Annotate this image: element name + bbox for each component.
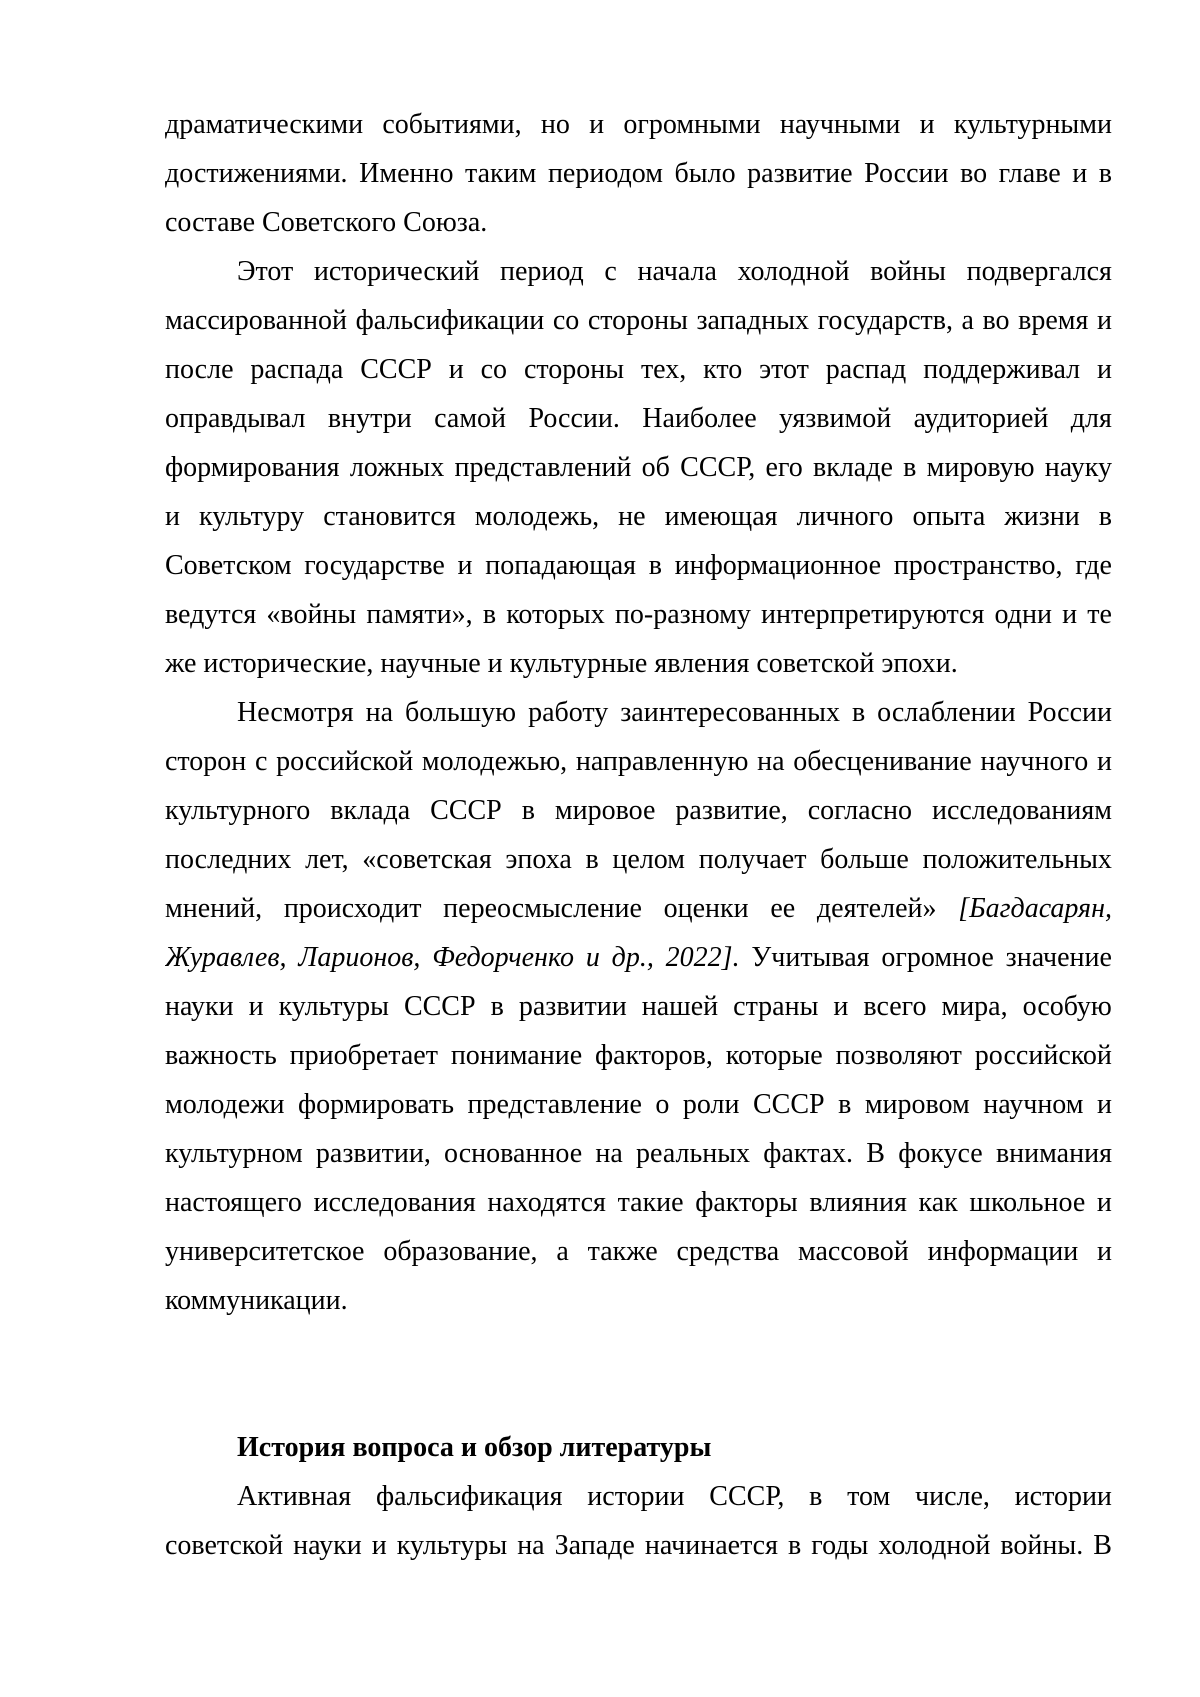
word: внутри xyxy=(327,403,412,434)
word: также xyxy=(587,1236,658,1267)
word: факторов, xyxy=(595,1040,713,1071)
word: в xyxy=(490,991,504,1022)
word: те xyxy=(1087,599,1112,630)
word: подвергался xyxy=(966,256,1112,287)
word: лет, xyxy=(305,844,349,875)
word: по-разному xyxy=(614,599,751,630)
text-line xyxy=(165,149,1112,198)
word: вкладе xyxy=(813,452,893,483)
word: во xyxy=(982,305,1010,336)
word: которых xyxy=(506,599,605,630)
word: где xyxy=(1075,550,1112,581)
word: истории xyxy=(1014,1481,1112,1512)
word: уязвимой xyxy=(779,403,892,434)
paragraph xyxy=(165,100,1112,247)
word: фальсификации xyxy=(355,305,545,336)
word: годы xyxy=(811,1530,869,1561)
word: и xyxy=(1097,1236,1112,1267)
word: самой xyxy=(434,403,507,434)
word: на xyxy=(365,697,393,728)
text-block xyxy=(165,100,1112,1570)
word: обесценивание xyxy=(793,746,972,777)
word: научном xyxy=(983,1089,1084,1120)
word: в xyxy=(851,697,866,728)
word: развитие, xyxy=(675,795,788,826)
word: западных xyxy=(696,305,810,336)
word: В xyxy=(1093,1530,1112,1561)
word: Ларионов, xyxy=(298,942,421,973)
word: СССР, xyxy=(680,452,756,483)
word: во xyxy=(960,158,988,189)
word: с xyxy=(604,256,617,287)
word: культуры xyxy=(396,1530,508,1561)
word: в xyxy=(903,452,917,483)
word: молодежи xyxy=(165,1089,285,1120)
word: науку xyxy=(1044,452,1112,483)
word: внимания xyxy=(995,1138,1112,1169)
word: работу xyxy=(528,697,609,728)
word: в xyxy=(648,550,662,581)
word: и xyxy=(1096,305,1112,336)
word: мира, xyxy=(941,991,1008,1022)
text-segment: же исторические, научные и культурные явления советской эпохи. xyxy=(165,648,958,679)
word: культурном xyxy=(165,1138,303,1169)
word: культуру xyxy=(199,501,305,532)
word: формировать xyxy=(298,1089,455,1120)
word: государстве xyxy=(304,550,445,581)
word: реальных xyxy=(636,1138,751,1169)
word: настоящего xyxy=(165,1187,302,1218)
word: нашей xyxy=(641,991,719,1022)
section-heading xyxy=(165,1423,1112,1472)
text-line xyxy=(165,737,1112,786)
word: исследования xyxy=(313,1187,476,1218)
text-segment: История вопроса и обзор литературы xyxy=(237,1432,712,1463)
word: государств, xyxy=(817,305,953,336)
word: «войны xyxy=(266,599,357,630)
word: распад xyxy=(825,354,907,385)
word: тех, xyxy=(640,354,687,385)
word: и xyxy=(1097,354,1112,385)
word: памяти», xyxy=(366,599,473,630)
word: важность xyxy=(165,1040,277,1071)
word: развитии xyxy=(518,991,627,1022)
paragraph xyxy=(165,1472,1112,1570)
text-line xyxy=(165,296,1112,345)
word: и xyxy=(1096,1187,1112,1218)
word: [Багдасарян, xyxy=(958,893,1112,924)
word: после xyxy=(165,354,234,385)
word: фокусе xyxy=(898,1138,983,1169)
word: факторы xyxy=(695,1187,798,1218)
word: и xyxy=(1097,1089,1112,1120)
text-line xyxy=(165,247,1112,296)
word: стороны xyxy=(523,354,625,385)
paragraph xyxy=(165,247,1112,688)
word: таким xyxy=(465,158,537,189)
text-line xyxy=(165,1031,1112,1080)
word: драматическими xyxy=(165,109,364,140)
word: науки xyxy=(165,991,234,1022)
word: мировую xyxy=(926,452,1035,483)
word: др., xyxy=(611,942,654,973)
word: заинтересованных xyxy=(620,697,840,728)
word: мнений, xyxy=(165,893,263,924)
word: мировом xyxy=(864,1089,970,1120)
vertical-space xyxy=(165,1325,1112,1423)
word: большую xyxy=(404,697,517,728)
text-line xyxy=(165,394,1112,443)
word: приобретает xyxy=(289,1040,438,1071)
word: в xyxy=(521,795,535,826)
word: целом xyxy=(612,844,685,875)
word: и xyxy=(448,354,464,385)
word: аудиторией xyxy=(913,403,1049,434)
word: как xyxy=(918,1187,958,1218)
text-line xyxy=(165,688,1112,737)
word: на xyxy=(595,1138,623,1169)
word: информации xyxy=(927,1236,1079,1267)
word: ложных xyxy=(349,452,445,483)
text-line xyxy=(165,933,1112,982)
text-line xyxy=(165,492,1112,541)
word: ведутся xyxy=(165,599,257,630)
word: для xyxy=(1070,403,1112,434)
word: фактах. xyxy=(763,1138,854,1169)
word: научного xyxy=(980,746,1089,777)
text-line xyxy=(165,1129,1112,1178)
word: понимание xyxy=(450,1040,583,1071)
word: оправдывал xyxy=(165,403,306,434)
word: Этот xyxy=(237,256,294,287)
word: попадающая xyxy=(485,550,637,581)
word: исторический xyxy=(313,256,480,287)
word: не xyxy=(618,501,646,532)
word: страны xyxy=(733,991,819,1022)
word: но xyxy=(540,109,570,140)
word: получает xyxy=(698,844,807,875)
word: влияния xyxy=(809,1187,907,1218)
word: стороны xyxy=(587,305,688,336)
word: и xyxy=(1096,746,1112,777)
word: в xyxy=(838,1089,852,1120)
word: том xyxy=(847,1481,891,1512)
word: интерпретируются xyxy=(761,599,985,630)
text-line xyxy=(165,982,1112,1031)
text-segment: коммуникации. xyxy=(165,1285,348,1316)
word: в xyxy=(809,1481,823,1512)
word: войны xyxy=(870,256,946,287)
word: культурными xyxy=(953,109,1112,140)
word: этот xyxy=(759,354,809,385)
text-line xyxy=(165,786,1112,835)
word: со xyxy=(552,305,580,336)
word: России xyxy=(864,158,949,189)
word: СССР, xyxy=(709,1481,785,1512)
word: а xyxy=(961,305,974,336)
word: кто xyxy=(703,354,743,385)
word: В xyxy=(866,1138,885,1169)
word: войны. xyxy=(1000,1530,1084,1561)
word: культуры xyxy=(278,991,389,1022)
word: а xyxy=(556,1236,569,1267)
word: эпоха xyxy=(505,844,572,875)
text-line xyxy=(165,541,1112,590)
word: истории xyxy=(587,1481,685,1512)
word: личного xyxy=(796,501,894,532)
word: представлений xyxy=(454,452,632,483)
word: культурного xyxy=(165,795,311,826)
word: одни xyxy=(994,599,1052,630)
word: огромными xyxy=(623,109,761,140)
word: происходит xyxy=(283,893,422,924)
word: холодной xyxy=(878,1530,991,1561)
word: науки xyxy=(293,1530,362,1561)
word: согласно xyxy=(807,795,913,826)
word: больше xyxy=(820,844,909,875)
word: Несмотря xyxy=(237,697,354,728)
word: поддерживал xyxy=(923,354,1081,385)
word: Именно xyxy=(359,158,454,189)
word: основанное xyxy=(444,1138,583,1169)
word: ее xyxy=(770,893,796,924)
word: школьное xyxy=(969,1187,1086,1218)
word: достижениями. xyxy=(165,158,348,189)
word: деятелей» xyxy=(816,893,937,924)
word: периодом xyxy=(547,158,663,189)
word: средства xyxy=(676,1236,780,1267)
word: в xyxy=(1098,158,1112,189)
word: научными xyxy=(779,109,901,140)
word: о xyxy=(655,1089,670,1120)
word: было xyxy=(674,158,736,189)
word: информационное xyxy=(674,550,882,581)
word: в xyxy=(788,1530,802,1561)
word: на xyxy=(757,746,785,777)
text-line xyxy=(165,590,1112,639)
word: главе xyxy=(998,158,1061,189)
word: Наиболее xyxy=(642,403,757,434)
word: фальсификация xyxy=(375,1481,563,1512)
word: и xyxy=(165,501,180,532)
word: начинается xyxy=(644,1530,778,1561)
word: позволяют xyxy=(835,1040,962,1071)
word: исследованиям xyxy=(932,795,1112,826)
word: СССР xyxy=(360,354,432,385)
word: опыта xyxy=(912,501,986,532)
word: «советская xyxy=(362,844,492,875)
text-segment: составе Советского Союза. xyxy=(165,207,488,238)
text-line xyxy=(165,1521,1112,1570)
word: массовой xyxy=(797,1236,909,1267)
word: Учитывая xyxy=(751,942,870,973)
word: в xyxy=(585,844,599,875)
word: мировое xyxy=(554,795,656,826)
word: развитии, xyxy=(315,1138,431,1169)
word: молодежью, xyxy=(421,746,568,777)
word: России xyxy=(1027,697,1112,728)
word: и xyxy=(585,942,600,973)
word: России. xyxy=(528,403,620,434)
word: и xyxy=(371,1530,387,1561)
word: и xyxy=(248,991,264,1022)
text-line xyxy=(165,884,1112,933)
text-line xyxy=(165,1080,1112,1129)
word: переосмысление xyxy=(443,893,642,924)
word: российской xyxy=(974,1040,1112,1071)
text-line xyxy=(165,1276,1112,1325)
word: и xyxy=(1062,599,1078,630)
word: на xyxy=(517,1530,545,1561)
word: вклада xyxy=(330,795,411,826)
word: жизни xyxy=(1004,501,1080,532)
text-line xyxy=(165,1472,1112,1521)
word: которые xyxy=(725,1040,823,1071)
word: в xyxy=(1098,501,1112,532)
word: становится xyxy=(323,501,456,532)
word: и xyxy=(919,109,935,140)
word: СССР xyxy=(403,991,476,1022)
word: Журавлев, xyxy=(165,942,287,973)
heading-line xyxy=(165,1423,1112,1472)
word: университетское xyxy=(165,1236,365,1267)
word: пространство, xyxy=(893,550,1063,581)
word: СССР xyxy=(752,1089,825,1120)
word: числе, xyxy=(915,1481,990,1512)
word: Федорченко xyxy=(432,942,574,973)
word: оценки xyxy=(663,893,749,924)
text-line xyxy=(165,835,1112,884)
word: направленную xyxy=(575,746,749,777)
word: роли xyxy=(682,1089,740,1120)
text-line xyxy=(165,1227,1112,1276)
word: начала xyxy=(637,256,717,287)
word: время xyxy=(1018,305,1089,336)
word: имеющая xyxy=(664,501,778,532)
word: формирования xyxy=(165,452,340,483)
word: Активная xyxy=(237,1481,352,1512)
text-line xyxy=(165,198,1112,247)
word: период xyxy=(499,256,584,287)
word: Советском xyxy=(165,550,292,581)
word: представление xyxy=(467,1089,642,1120)
word: ослаблении xyxy=(877,697,1016,728)
text-line xyxy=(165,1178,1112,1227)
word: об xyxy=(641,452,670,483)
text-line xyxy=(165,443,1112,492)
word: 2022]. xyxy=(665,942,740,973)
word: массированной xyxy=(165,305,348,336)
word: его xyxy=(765,452,803,483)
word: советской xyxy=(165,1530,284,1561)
word: положительных xyxy=(922,844,1112,875)
word: особую xyxy=(1022,991,1112,1022)
word: значение xyxy=(1005,942,1112,973)
word: молодежь, xyxy=(474,501,600,532)
word: всего xyxy=(863,991,927,1022)
word: последних xyxy=(165,844,292,875)
text-line xyxy=(165,639,1112,688)
word: огромное xyxy=(881,942,994,973)
word: образование, xyxy=(383,1236,538,1267)
word: Западе xyxy=(554,1530,635,1561)
word: такие xyxy=(617,1187,684,1218)
word: и xyxy=(589,109,605,140)
word: находятся xyxy=(487,1187,606,1218)
word: СССР xyxy=(430,795,502,826)
word: и xyxy=(833,991,849,1022)
word: сторон xyxy=(165,746,247,777)
word: со xyxy=(480,354,508,385)
word: российской xyxy=(276,746,414,777)
word: распада xyxy=(250,354,344,385)
word: событиями, xyxy=(382,109,522,140)
word: развитие xyxy=(747,158,853,189)
word: и xyxy=(1072,158,1088,189)
text-line xyxy=(165,100,1112,149)
word: и xyxy=(457,550,473,581)
text-line xyxy=(165,345,1112,394)
word: холодной xyxy=(737,256,850,287)
word: с xyxy=(254,746,268,777)
paragraph xyxy=(165,688,1112,1325)
word: в xyxy=(482,599,497,630)
